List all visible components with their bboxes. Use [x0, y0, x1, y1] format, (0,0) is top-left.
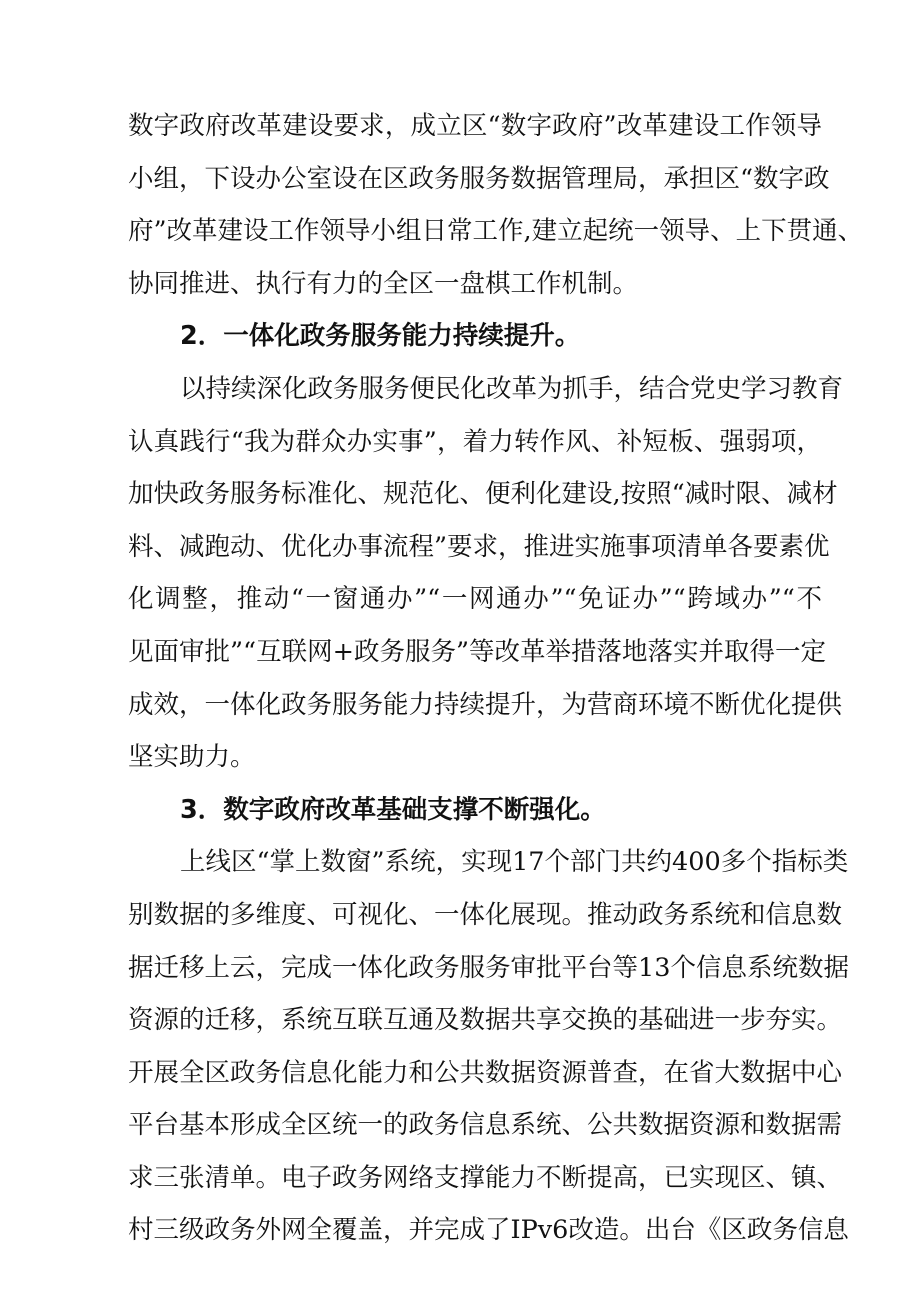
text-line: 村三级政务外网全覆盖，并完成了IPv6改造。出台《区政务信息 [128, 1215, 849, 1246]
text-line: 数字政府改革建设要求，成立区“数字政府”改革建设工作领导 [128, 111, 822, 141]
text-line: 据迁移上云，完成一体化政务服务审批平台等13个信息系统数据 [128, 952, 849, 983]
text-line: 平台基本形成全区统一的政务信息系统、公共数据资源和数据需 [128, 1110, 843, 1141]
text-line: 协同推进、执行有力的全区一盘棋工作机制。 [128, 268, 639, 299]
text-line: 府”改革建设工作领导小组日常工作,建立起统一领导、上下贯通、 [128, 216, 864, 247]
text-line: 上线区“掌上数窗”系统，实现17个部门共约400多个指标类 [180, 847, 849, 878]
text-line: 化调整，推动“一窗通办”“一网通办”“免证办”“跨域办”“不 [128, 584, 822, 615]
text-line: 小组，下设办公室设在区政务服务数据管理局，承担区“数字政 [128, 163, 830, 194]
text-line: 成效，一体化政务服务能力持续提升，为营商环境不断优化提供 [128, 689, 843, 720]
paragraph-leadership-group [128, 100, 864, 310]
text-line: 求三张清单。电子政务网络支撑能力不断提高，已实现区、镇、 [128, 1162, 843, 1193]
text-line: 别数据的多维度、可视化、一体化展现。推动政务系统和信息数 [128, 899, 843, 930]
text-line: 坚实助力。 [128, 742, 256, 773]
text-line: 加快政务服务标准化、规范化、便利化建设,按照“减时限、减材 [128, 479, 838, 510]
paragraph-infrastructure [128, 836, 849, 1257]
text-line: 认真践行“我为群众办实事”，着力转作风、补短板、强弱项， [128, 426, 822, 457]
text-line: 见面审批”“互联网+政务服务”等改革举措落地落实并取得一定 [128, 636, 826, 667]
paragraph-government-services [128, 363, 844, 784]
text-line: 料、减跑动、优化办事流程”要求，推进实施事项清单各要素优 [128, 531, 830, 562]
text-line: 以持续深化政务服务便民化改革为抓手，结合党史学习教育 [180, 373, 844, 404]
section-heading-2: 2．一体化政务服务能力持续提升。 [180, 321, 581, 352]
text-line: 开展全区政务信息化能力和公共数据资源普查，在省大数据中心 [128, 1057, 843, 1088]
text-line: 资源的迁移，系统互联互通及数据共享交换的基础进一步夯实。 [128, 1005, 843, 1036]
document-body [128, 100, 864, 1257]
section-heading-3: 3．数字政府改革基础支撑不断强化。 [180, 794, 606, 825]
